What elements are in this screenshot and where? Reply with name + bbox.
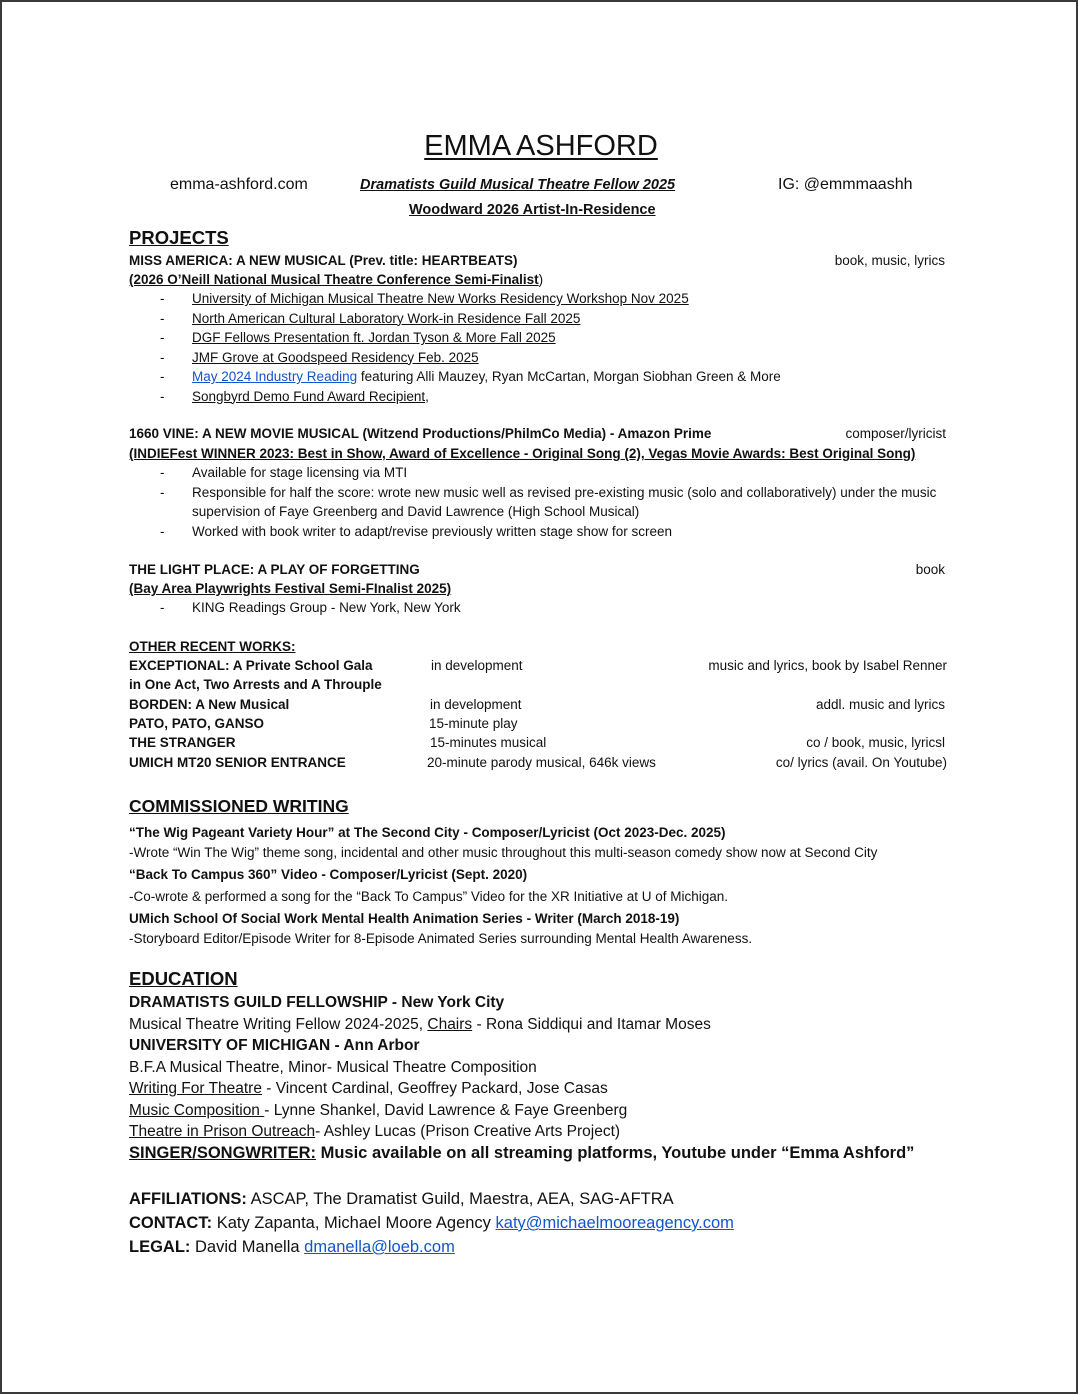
bullet-dash: -: [160, 310, 165, 326]
vine-bullets: [2, 463, 1078, 541]
singer-text: Music available on all streaming platforms, Youtube under “Emma Ashford”: [316, 1144, 915, 1162]
songbyrd-award: Songbyrd Demo Fund Award Recipient: [192, 388, 426, 404]
miss-america-title: MISS AMERICA: A NEW MUSICAL (Prev. title: HEARTBEATS): [129, 253, 518, 268]
bullet-dash: -: [160, 465, 165, 480]
website-text: emma-ashford.com: [170, 176, 308, 193]
light-place-title: THE LIGHT PLACE: A PLAY OF FORGETTING: [129, 562, 420, 577]
other-works-heading: OTHER RECENT WORKS:: [129, 639, 296, 654]
music-label: Music Composition: [129, 1102, 265, 1119]
work-title: THE STRANGER: [129, 735, 236, 750]
bullet-dash: -: [160, 330, 165, 345]
legal-text: David Manella: [190, 1238, 305, 1256]
light-place-bullets: [2, 598, 1078, 618]
bullet-item: Available for stage licensing via MTI: [192, 465, 408, 480]
dg-fellowship-title: DRAMATISTS GUILD FELLOWSHIP - New York City: [129, 994, 505, 1011]
music-teachers: - Lynne Shankel, David Lawrence & Faye Greenberg: [264, 1102, 628, 1119]
bullet-item: [192, 367, 781, 387]
affiliations: [129, 1190, 674, 1209]
prison-outreach: [129, 1123, 620, 1141]
residence-text: Woodward 2026 Artist-In-Residence: [409, 202, 656, 218]
projects-heading: PROJECTS: [129, 227, 229, 248]
miss-america-honor: [129, 270, 543, 290]
contact-text: Katy Zapanta, Michael Moore Agency: [212, 1214, 496, 1232]
bullet-dash: -: [160, 523, 165, 539]
writing-label: Writing For Theatre: [129, 1080, 262, 1097]
bullet-dash: -: [160, 484, 165, 500]
education-heading: EDUCATION: [129, 968, 238, 989]
work-role: addl. music and lyrics: [815, 697, 945, 712]
commission-title: “The Wig Pageant Variety Hour” at The Second City - Composer/Lyricist (Oct 2023-Dec. 2025): [129, 825, 726, 840]
bullet-item: Worked with book writer to adapt/revise previously written stage show for screen: [192, 523, 672, 539]
industry-reading-link[interactable]: May 2024 Industry Reading: [192, 369, 358, 384]
bullet-dash: -: [160, 349, 165, 365]
singer-songwriter: [129, 1144, 914, 1163]
work-role: music and lyrics, book by Isabel Renner: [708, 658, 947, 673]
work-status: 15-minute play: [429, 716, 518, 731]
vine-honor: (INDIEFest WINNER 2023: Best in Show, Award of Excellence - Original Song (2), Vegas Movie Awards: Best Original Song): [129, 446, 916, 461]
work-status: 15-minutes musical: [430, 735, 547, 750]
chairs-label: Chairs: [427, 1016, 473, 1033]
commission-title: UMich School Of Social Work Mental Health Animation Series - Writer (March 2018-19): [129, 911, 680, 926]
honor-close: ): [538, 272, 544, 287]
music-composition: [129, 1102, 627, 1120]
bullet-item: KING Readings Group - New York, New York: [192, 600, 461, 615]
contact-label: CONTACT:: [129, 1214, 213, 1232]
resume-name: EMMA ASHFORD: [424, 130, 658, 162]
work-title-cont: in One Act, Two Arrests and A Throuple: [129, 677, 382, 692]
bullet-item: North American Cultural Laboratory Work-in Residence Fall 2025: [192, 310, 581, 326]
fellowship-text: Dramatists Guild Musical Theatre Fellow 2025: [360, 177, 676, 193]
affiliations-text: ASCAP, The Dramatist Guild, Maestra, AEA, SAG-AFTRA: [246, 1190, 674, 1208]
bullet-item: [192, 387, 429, 407]
work-role: co / book, music, lyricsl: [806, 735, 945, 750]
commission-title: “Back To Campus 360” Video - Composer/Lyricist (Sept. 2020): [129, 867, 528, 882]
work-title: EXCEPTIONAL: A Private School Gala: [129, 658, 373, 673]
legal-label: LEGAL:: [129, 1238, 191, 1256]
work-title: PATO, PATO, GANSO: [129, 716, 265, 731]
work-title: UMICH MT20 SENIOR ENTRANCE: [129, 755, 346, 770]
work-title: BORDEN: A New Musical: [129, 697, 290, 712]
dg-fellowship-detail: [129, 1016, 711, 1034]
commission-desc: -Storyboard Editor/Episode Writer for 8-Episode Animated Series surrounding Mental Health Awareness.: [129, 931, 753, 946]
contact-email-link[interactable]: katy@michaelmooreagency.com: [495, 1214, 734, 1232]
bullet-dash: -: [160, 388, 165, 404]
bullet-dash: -: [160, 600, 165, 615]
songbyrd-tail: ,: [425, 388, 429, 404]
dg-line-b: - Rona Siddiqui and Itamar Moses: [472, 1016, 711, 1033]
bullet-item: JMF Grove at Goodspeed Residency Feb. 2025: [192, 349, 479, 365]
oneill-honor: (2026 O’Neill National Musical Theatre Conference Semi-Finalist: [129, 272, 539, 287]
affiliations-label: AFFILIATIONS:: [129, 1190, 247, 1208]
vine-title: 1660 VINE: A NEW MOVIE MUSICAL (Witzend Productions/PhilmCo Media) - Amazon Prime: [129, 426, 712, 441]
umich-degree: B.F.A Musical Theatre, Minor- Musical Theatre Composition: [129, 1059, 537, 1076]
bullet-dash: -: [160, 291, 165, 306]
contact: [129, 1214, 734, 1233]
bullet-dash: -: [160, 369, 165, 384]
umich-title: UNIVERSITY OF MICHIGAN - Ann Arbor: [129, 1037, 420, 1054]
work-role: co/ lyrics (avail. On Youtube): [775, 755, 947, 770]
commissioned-heading: COMMISSIONED WRITING: [129, 796, 349, 816]
bullet-item: University of Michigan Musical Theatre New Works Residency Workshop Nov 2025: [192, 291, 689, 306]
writing-teachers: - Vincent Cardinal, Geoffrey Packard, Jose Casas: [261, 1080, 608, 1097]
singer-label: SINGER/SONGWRITER:: [129, 1144, 317, 1162]
legal: [129, 1238, 455, 1257]
writing-for-theatre: [129, 1080, 608, 1098]
bullet-item: Responsible for half the score: wrote new music well as revised pre-existing music (solo and collaboratively) under the music supervision of Faye Greenberg and David Lawrence (High School Musical): [192, 484, 937, 519]
commission-desc: -Wrote “Win The Wig” theme song, incidental and other music throughout this multi-season comedy show now at Second City: [129, 845, 878, 860]
vine-role: composer/lyricist: [845, 426, 946, 441]
prison-detail: - Ashley Lucas (Prison Creative Arts Project): [315, 1123, 621, 1140]
prison-label: Theatre in Prison Outreach: [129, 1123, 316, 1140]
bullet-item: DGF Fellows Presentation ft. Jordan Tyson & More Fall 2025: [192, 330, 556, 345]
light-place-role: book: [915, 562, 945, 577]
dg-line-a: Musical Theatre Writing Fellow 2024-2025,: [129, 1016, 428, 1033]
instagram-handle: IG: @emmmaashh: [778, 176, 913, 193]
miss-america-role: book, music, lyrics: [834, 253, 945, 268]
miss-america-bullets: [2, 289, 1078, 406]
work-status: in development: [431, 658, 523, 673]
reading-detail: featuring Alli Mauzey, Ryan McCartan, Morgan Siobhan Green & More: [357, 369, 781, 384]
work-status: in development: [430, 697, 522, 712]
light-place-honor: (Bay Area Playwrights Festival Semi-FInalist 2025): [129, 581, 452, 596]
legal-email-link[interactable]: dmanella@loeb.com: [304, 1238, 455, 1256]
work-status: 20-minute parody musical, 646k views: [427, 755, 656, 770]
commission-desc: -Co-wrote & performed a song for the “Back To Campus” Video for the XR Initiative at U of Michigan.: [129, 889, 729, 904]
